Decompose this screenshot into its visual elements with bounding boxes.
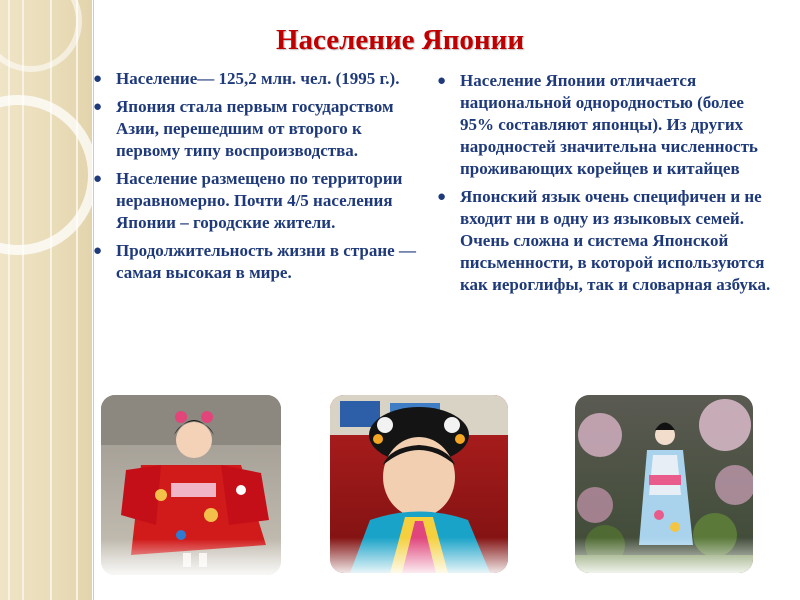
bullet-icon: ● (437, 73, 447, 89)
list-item (93, 168, 428, 234)
bullet-icon: ● (93, 99, 103, 115)
list-item-text: Продолжительность жизни в стране — самая высокая в мире. (116, 241, 416, 282)
decorative-ring (0, 95, 98, 255)
list-item (437, 186, 772, 296)
bullet-icon: ● (437, 189, 447, 205)
strip-line (50, 0, 52, 600)
decorative-side-strip (0, 0, 92, 600)
list-item (93, 68, 428, 90)
list-item (93, 96, 428, 162)
slide-title: Население Японии (275, 24, 525, 56)
strip-line (8, 0, 10, 600)
photo-girl-kimono-portrait (330, 395, 508, 573)
list-item-text: Япония стала первым государством Азии, перешедшим от второго к первому типу воспроизводства. (116, 97, 394, 160)
photo-woman-cherry-blossom (575, 395, 753, 573)
list-item (437, 70, 772, 180)
list-item-text: Японский язык очень специфичен и не входит ни в одну из языковых семей. Очень сложна и система Японской письменности, в которой используются как иероглифы, так и словарная азбука. (460, 187, 771, 294)
list-item (93, 240, 428, 284)
strip-line (22, 0, 24, 600)
right-bullet-list (437, 70, 772, 302)
bullet-icon: ● (93, 71, 103, 87)
bullet-icon: ● (93, 171, 103, 187)
left-bullet-list (93, 68, 428, 290)
list-item-text: Население Японии отличается национальной однородностью (более 95% составляют японцы). Из других народностей значительна численность проживающих корейцев и китайцев (460, 71, 758, 178)
decorative-ring (0, 0, 82, 72)
list-item-text: Население— 125,2 млн. чел. (1995 г.). (116, 69, 400, 88)
strip-line (76, 0, 78, 600)
photo-girl-red-kimono (101, 395, 281, 575)
list-item-text: Население размещено по территории неравномерно. Почти 4/5 населения Японии – городские жители. (116, 169, 403, 232)
bullet-icon: ● (93, 243, 103, 259)
